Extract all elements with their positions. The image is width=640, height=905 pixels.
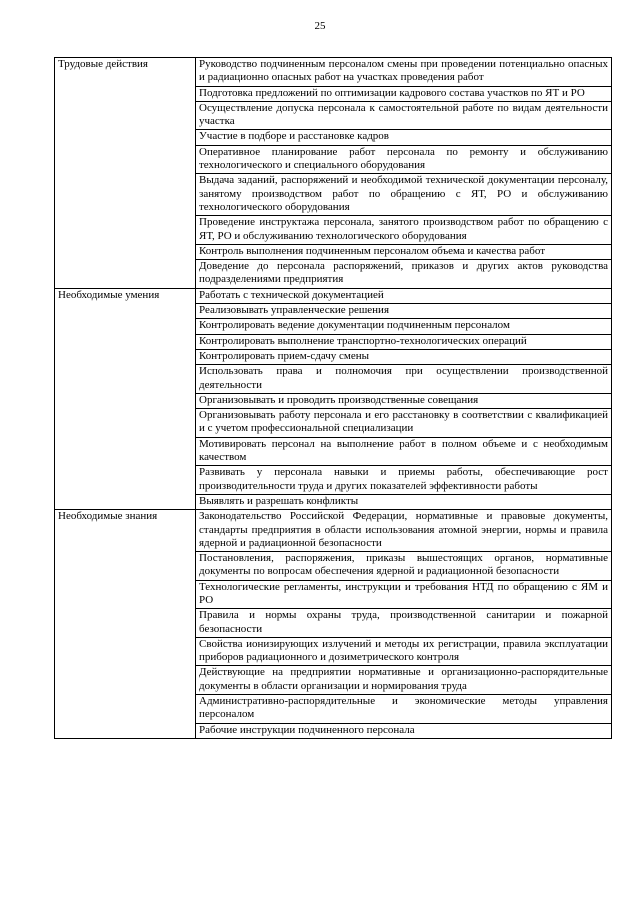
item-cell: Технологические регламенты, инструкции и требования НТД по обращению с ЯМ и РО [196, 580, 612, 609]
item-cell: Контролировать ведение документации подчиненным персоналом [196, 319, 612, 334]
item-cell: Руководство подчиненным персоналом смены при проведении потенциально опасных и радиационно опасных работ на участках проведения работ [196, 58, 612, 87]
item-cell: Работать с технической документацией [196, 288, 612, 303]
item-cell: Законодательство Российской Федерации, нормативные и правовые документы, стандарты предприятия в области использования атомной энергии, нормы и правила ядерной и радиационной безопасности [196, 510, 612, 552]
item-cell: Мотивировать персонал на выполнение работ в полном объеме и с необходимым качеством [196, 437, 612, 466]
item-cell: Участие в подборе и расстановке кадров [196, 130, 612, 145]
item-cell: Использовать права и полномочия при осуществлении производственной деятельности [196, 365, 612, 394]
item-cell: Контролировать выполнение транспортно-технологических операций [196, 334, 612, 349]
group-label-required-skills: Необходимые умения [55, 288, 196, 509]
item-cell: Действующие на предприятии нормативные и организационно-распорядительные документы в области организации и нормирования труда [196, 666, 612, 695]
item-cell: Правила и нормы охраны труда, производственной санитарии и пожарной безопасности [196, 609, 612, 638]
item-cell: Организовывать и проводить производственные совещания [196, 393, 612, 408]
item-cell: Подготовка предложений по оптимизации кадрового состава участков по ЯТ и РО [196, 86, 612, 101]
table-row [55, 510, 612, 552]
item-cell: Оперативное планирование работ персонала по ремонту и обслуживанию технологического и специального оборудования [196, 145, 612, 174]
item-cell: Выдача заданий, распоряжений и необходимой технической документации персоналу, занятому производством работ по обращению с ЯТ, РО и обслуживанию технологического оборудования [196, 174, 612, 216]
group-label-required-knowledge: Необходимые знания [55, 510, 196, 739]
table-row [55, 288, 612, 303]
table-row [55, 58, 612, 87]
item-cell: Проведение инструктажа персонала, занятого производством работ по обращению с ЯТ, РО и обслуживанию технологического оборудования [196, 216, 612, 245]
item-cell: Постановления, распоряжения, приказы вышестоящих органов, нормативные документы по вопросам обеспечения ядерной и радиационной безопасности [196, 552, 612, 581]
item-cell: Контролировать прием-сдачу смены [196, 349, 612, 364]
item-cell: Административно-распорядительные и экономические методы управления персоналом [196, 695, 612, 724]
item-cell: Рабочие инструкции подчиненного персонала [196, 723, 612, 738]
item-cell: Доведение до персонала распоряжений, приказов и других актов руководства подразделениями предприятия [196, 260, 612, 289]
item-cell: Развивать у персонала навыки и приемы работы, обеспечивающие рост производительности труда и других показателей эффективности работы [196, 466, 612, 495]
item-cell: Осуществление допуска персонала к самостоятельной работе по видам деятельности участка [196, 101, 612, 130]
item-cell: Контроль выполнения подчиненным персоналом объема и качества работ [196, 244, 612, 259]
competency-table [54, 57, 612, 739]
item-cell: Выявлять и разрешать конфликты [196, 494, 612, 509]
item-cell: Реализовывать управленческие решения [196, 304, 612, 319]
item-cell: Свойства ионизирующих излучений и методы их регистрации, правила эксплуатации приборов радиационного и дозиметрического контроля [196, 637, 612, 666]
page-number: 25 [314, 20, 326, 32]
group-label-labor-actions: Трудовые действия [55, 58, 196, 289]
item-cell: Организовывать работу персонала и его расстановку в соответствии с квалификацией и с учетом профессиональной специализации [196, 409, 612, 438]
